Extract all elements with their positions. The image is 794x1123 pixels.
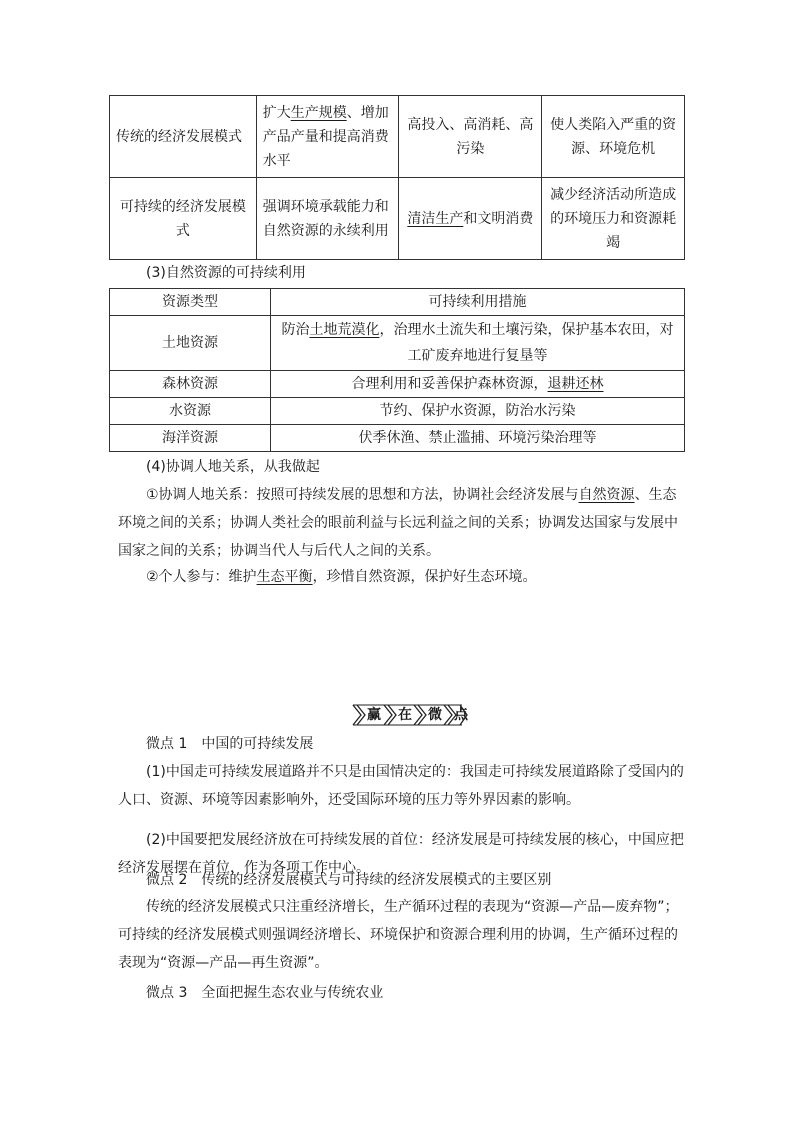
development-mode-table bbox=[109, 95, 685, 260]
resource-table bbox=[109, 288, 685, 452]
table-header-cell: 可持续利用措施 bbox=[271, 289, 685, 316]
table-cell: 水资源 bbox=[110, 398, 271, 425]
banner-char: 在 bbox=[398, 707, 412, 723]
banner-char: 点 bbox=[454, 707, 468, 723]
table-row bbox=[110, 425, 685, 452]
table-cell: 传统的经济发展模式 bbox=[110, 96, 257, 178]
table-row bbox=[110, 316, 685, 371]
banner-char: 赢 bbox=[367, 707, 381, 723]
table-row bbox=[110, 178, 685, 260]
table-row bbox=[110, 398, 685, 425]
table-cell: 可持续的经济发展模式 bbox=[110, 178, 257, 260]
table-cell: 强调环境承载能力和自然资源的永续利用 bbox=[256, 178, 399, 260]
table-cell: 土地资源 bbox=[110, 316, 271, 371]
paragraph: ②个人参与：维护生态平衡，珍惜自然资源，保护好生态环境。 bbox=[146, 569, 537, 585]
table-cell: 减少经济活动所造成的环境压力和资源耗竭 bbox=[542, 178, 685, 260]
table-cell: 森林资源 bbox=[110, 371, 271, 398]
table-row bbox=[110, 96, 685, 178]
table-cell: 海洋资源 bbox=[110, 425, 271, 452]
subsection-title: 微点 2 传统的经济发展模式与可持续的经济发展模式的主要区别 bbox=[146, 872, 552, 888]
table-row bbox=[110, 371, 685, 398]
table-cell: 合理利用和妥善保护森林资源，退耕还林 bbox=[271, 371, 685, 398]
paragraph: (1)中国走可持续发展道路并不只是由国情决定的：我国走可持续发展道路除了受国内的人口、资源、环境等因素影响外，还受国际环境的压力等外界因素的影响。 bbox=[118, 764, 684, 808]
table-cell: 使人类陷入严重的资源、环境危机 bbox=[542, 96, 685, 178]
section-title: (4)协调人地关系，从我做起 bbox=[146, 459, 320, 475]
table-cell: 节约、保护水资源，防治水污染 bbox=[271, 398, 685, 425]
table-cell: 扩大生产规模、增加产品产量和提高消费水平 bbox=[256, 96, 399, 178]
table-cell: 清洁生产和文明消费 bbox=[399, 178, 542, 260]
table-header-row bbox=[110, 289, 685, 316]
paragraph: (2)中国要把发展经济放在可持续发展的首位：经济发展是可持续发展的核心，中国应把经济发展摆在首位，作为各项工作中心。 bbox=[118, 832, 684, 876]
table-cell: 伏季休渔、禁止滥捕、环境污染治理等 bbox=[271, 425, 685, 452]
table-cell: 高投入、高消耗、高污染 bbox=[399, 96, 542, 178]
section-banner bbox=[350, 703, 470, 727]
table-header-cell: 资源类型 bbox=[110, 289, 271, 316]
paragraph: ①协调人地关系：按照可持续发展的思想和方法，协调社会经济发展与自然资源、生态环境之间的关系；协调人类社会的眼前利益与长远利益之间的关系；协调发达国家与发展中国家之间的关系；协调当代人与后代人之间的关系。 bbox=[118, 487, 678, 559]
paragraph: 传统的经济发展模式只注重经济增长，生产循环过程的表现为“资源—产品—废弃物”；可持续的经济发展模式则强调经济增长、环境保护和资源合理利用的协调，生产循环过程的表现为“资源—产品—再生资源”。 bbox=[118, 899, 679, 971]
subsection-title: 微点 3 全面把握生态农业与传统农业 bbox=[146, 985, 384, 1001]
banner-char: 微 bbox=[428, 707, 442, 723]
table-cell: 防治土地荒漠化，治理水土流失和土壤污染，保护基本农田，对工矿废弃地进行复垦等 bbox=[271, 316, 685, 371]
subsection-title: 微点 1 中国的可持续发展 bbox=[146, 736, 314, 752]
section-title: (3)自然资源的可持续利用 bbox=[146, 265, 306, 281]
